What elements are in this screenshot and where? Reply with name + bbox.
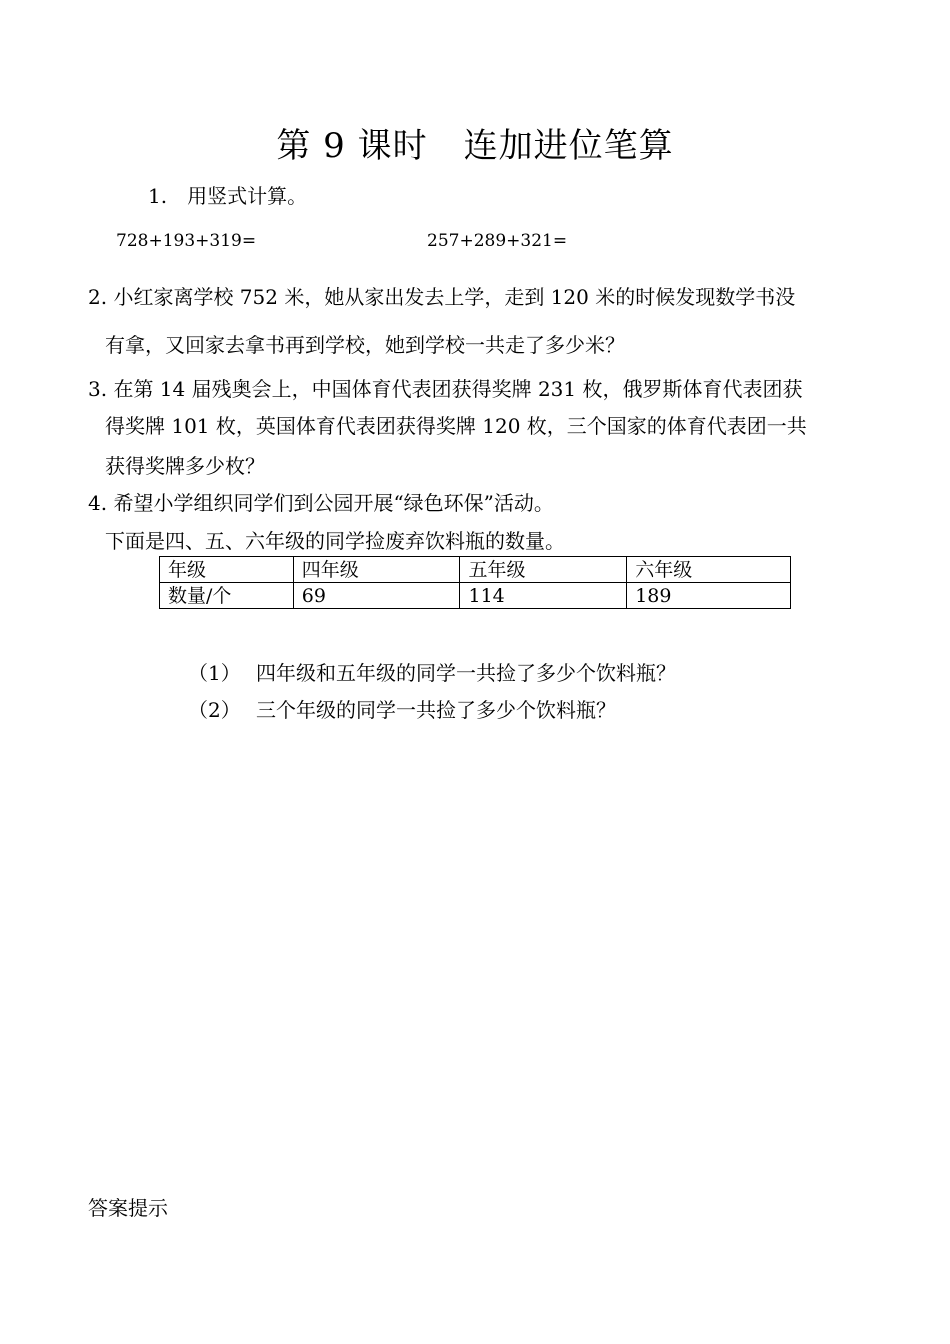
table-cell: 六年级 bbox=[627, 557, 791, 583]
table-header-row bbox=[160, 557, 791, 583]
table-cell: 五年级 bbox=[460, 557, 627, 583]
question-1-label: 1. 用竖式计算。 bbox=[148, 184, 308, 208]
question-4-line-1: 4. 希望小学组织同学们到公园开展“绿色环保”活动。 bbox=[88, 491, 554, 515]
table-cell: 数量/个 bbox=[160, 583, 294, 609]
page-title bbox=[0, 118, 950, 167]
sub-question-2-text: 三个年级的同学一共捡了多少个饮料瓶？ bbox=[256, 698, 616, 722]
lesson-topic: 连加进位笔算 bbox=[463, 126, 674, 166]
sub-question-1-text: 四年级和五年级的同学一共捡了多少个饮料瓶？ bbox=[256, 661, 676, 685]
table-cell: 114 bbox=[460, 583, 627, 609]
question-2-line-1: 2. 小红家离学校 752 米，她从家出发去上学，走到 120 米的时候发现数学书没 bbox=[88, 285, 796, 309]
question-3-line-2: 得奖牌 101 枚，英国体育代表团获得奖牌 120 枚，三个国家的体育代表团一共 bbox=[105, 414, 807, 438]
answer-hint-heading: 答案提示 bbox=[88, 1196, 168, 1220]
question-3-line-3: 获得奖牌多少枚？ bbox=[105, 454, 265, 478]
expression-2: 257+289+321= bbox=[427, 231, 568, 251]
sub-question-1-number: （1） bbox=[188, 661, 241, 685]
sub-question-2-number: （2） bbox=[188, 698, 241, 722]
bottle-count-table bbox=[159, 556, 791, 609]
question-3-line-1: 3. 在第 14 届残奥会上，中国体育代表团获得奖牌 231 枚，俄罗斯体育代表团获 bbox=[88, 377, 803, 401]
table-cell: 189 bbox=[627, 583, 791, 609]
table-cell: 四年级 bbox=[293, 557, 460, 583]
expression-1: 728+193+319= bbox=[116, 231, 257, 251]
question-4-line-2: 下面是四、五、六年级的同学捡废弃饮料瓶的数量。 bbox=[105, 529, 565, 553]
question-2-line-2: 有拿，又回家去拿书再到学校，她到学校一共走了多少米？ bbox=[105, 333, 625, 357]
table-row bbox=[160, 583, 791, 609]
table-cell: 年级 bbox=[160, 557, 294, 583]
table-cell: 69 bbox=[293, 583, 460, 609]
lesson-number: 第 9 课时 bbox=[276, 126, 428, 166]
